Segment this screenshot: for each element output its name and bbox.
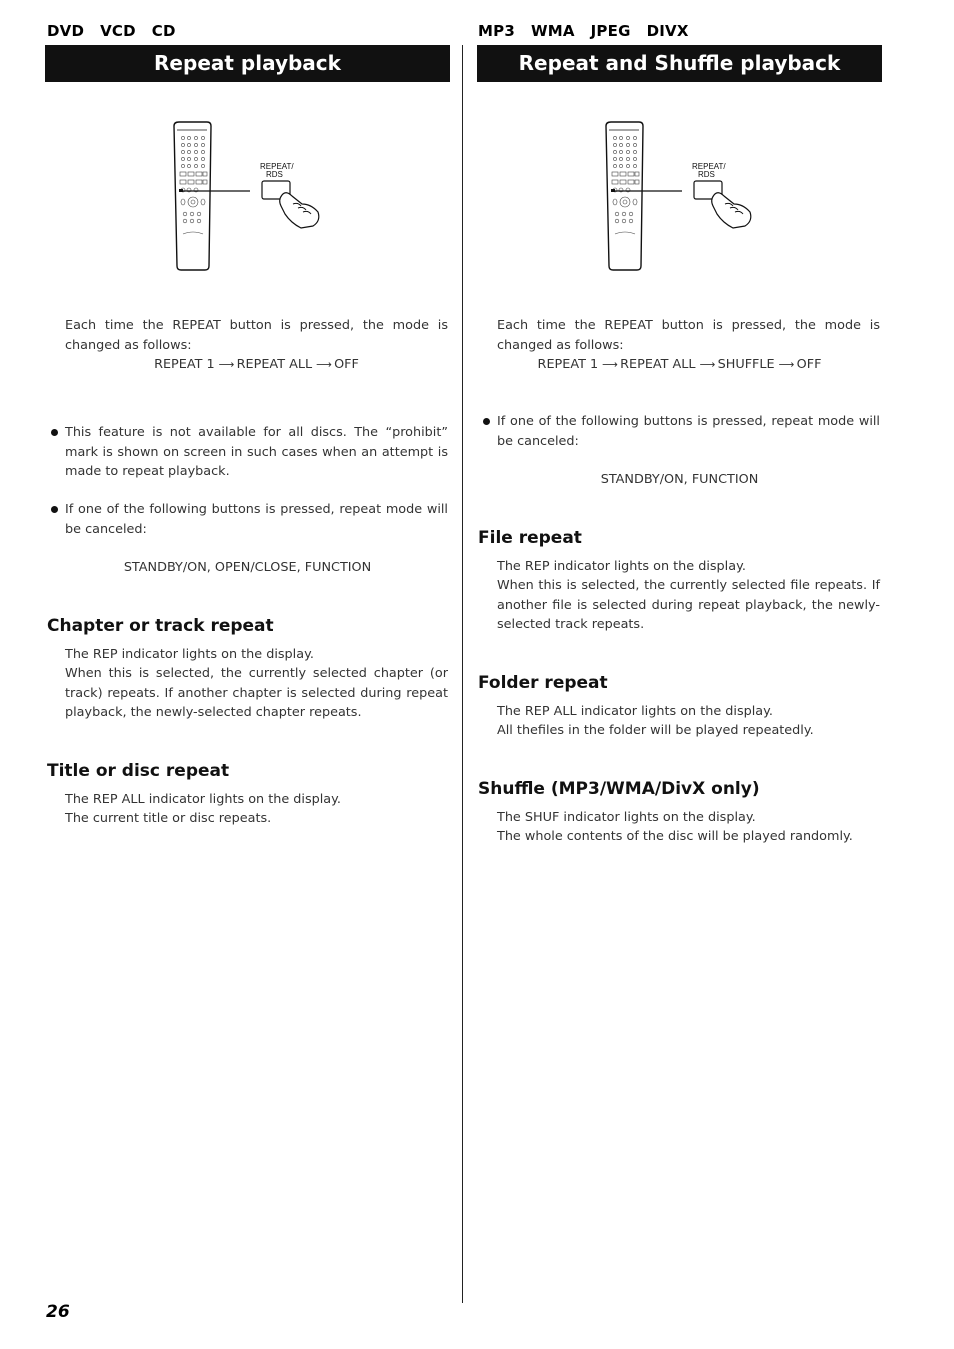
arrow-right-icon: ⟶ — [778, 358, 795, 371]
left-section-title: Repeat playback — [45, 45, 450, 82]
right-format-list — [478, 22, 689, 40]
remote-control-illustration — [597, 118, 767, 278]
section-line: The REP ALL indicator lights on the display. — [497, 704, 773, 719]
repeat-rds-label: RDS — [266, 170, 283, 179]
arrow-right-icon: ⟶ — [602, 358, 618, 371]
sequence-step: REPEAT ALL — [620, 357, 696, 372]
format-label: VCD — [100, 22, 136, 40]
right-bullet-text: If one of the following buttons is pressed, repeat mode will be canceled: — [497, 414, 880, 449]
remote-control — [606, 122, 682, 270]
section-line: The whole contents of the disc will be played randomly. — [497, 829, 853, 844]
page-number: 26 — [46, 1302, 70, 1322]
left-intro-text: Each time the REPEAT button is pressed, the mode is changed as follows: — [65, 318, 448, 353]
section-heading: Chapter or track repeat — [47, 616, 274, 636]
sequence-step: REPEAT ALL — [236, 357, 313, 372]
section-line: The current title or disc repeats. — [65, 811, 272, 826]
arrow-right-icon: ⟶ — [699, 358, 716, 371]
section-heading: Folder repeat — [478, 673, 608, 693]
arrow-right-icon: ⟶ — [218, 358, 235, 371]
repeat-rds-label: REPEAT/ — [260, 162, 294, 171]
section-line: When this is selected, the currently selected chapter (or track) repeats. If another chapter is selected during repeat playback, the newly-selected chapter repeats. — [65, 666, 448, 720]
pressing-hand-icon — [712, 193, 751, 228]
sequence-step: SHUFFLE — [717, 357, 775, 372]
right-section-title: Repeat and Shuffle playback — [477, 45, 882, 82]
left-bullet-text: If one of the following buttons is pressed, repeat mode will be canceled: — [65, 502, 448, 537]
arrow-right-icon: ⟶ — [316, 358, 332, 371]
section-line: The REP ALL indicator lights on the display. — [65, 792, 341, 807]
format-label: WMA — [530, 22, 575, 40]
bullet-icon — [51, 506, 58, 513]
repeat-rds-label: RDS — [698, 170, 715, 179]
left-repeat-sequence — [65, 355, 448, 375]
format-label: MP3 — [478, 22, 515, 40]
remote-control-illustration — [165, 118, 335, 278]
sequence-step: REPEAT 1 — [537, 357, 599, 372]
section-line: The REP indicator lights on the display. — [497, 559, 746, 574]
format-label: JPEG — [590, 22, 631, 40]
remote-control — [174, 122, 250, 270]
section-line: The SHUF indicator lights on the display. — [497, 810, 756, 825]
format-label: DIVX — [646, 22, 689, 40]
left-cancel-buttons: STANDBY/ON, OPEN/CLOSE, FUNCTION — [123, 560, 372, 575]
section-line: When this is selected, the currently selected file repeats. If another file is selected during repeat playback, the newly-selected track repeats. — [497, 578, 880, 632]
column-divider — [462, 45, 463, 1303]
pressing-hand-icon — [280, 193, 319, 228]
repeat-rds-label: REPEAT/ — [692, 162, 726, 171]
right-cancel-buttons: STANDBY/ON, FUNCTION — [600, 472, 759, 487]
right-repeat-sequence — [497, 355, 862, 375]
sequence-step: OFF — [334, 357, 359, 372]
sequence-step: OFF — [796, 357, 822, 372]
section-heading: Title or disc repeat — [47, 761, 230, 781]
format-label: DVD — [47, 22, 85, 40]
bullet-icon — [51, 429, 58, 436]
section-heading: Shuffle (MP3/WMA/DivX only) — [478, 779, 760, 799]
section-line: All thefiles in the folder will be played repeatedly. — [497, 723, 814, 738]
section-line: The REP indicator lights on the display. — [65, 647, 314, 662]
left-format-list — [47, 22, 176, 40]
right-intro-text: Each time the REPEAT button is pressed, the mode is changed as follows: — [497, 318, 880, 353]
sequence-step: REPEAT 1 — [154, 357, 215, 372]
left-bullet-text: This feature is not available for all discs. The “prohibit” mark is shown on screen in such cases when an attempt is made to repeat playback. — [65, 425, 448, 479]
bullet-icon — [483, 418, 490, 425]
format-label: CD — [151, 22, 176, 40]
section-heading: File repeat — [478, 528, 582, 548]
